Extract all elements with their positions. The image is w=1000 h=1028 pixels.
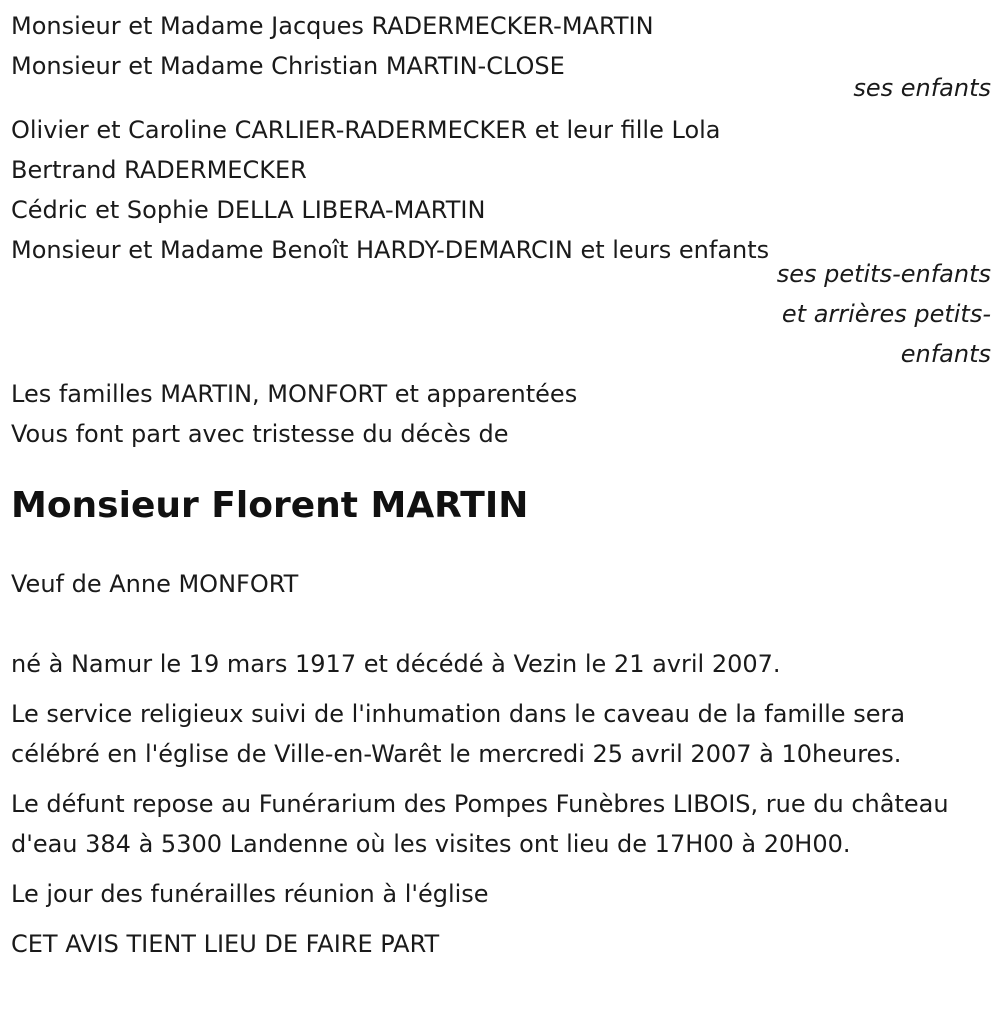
- birth-death-line: né à Namur le 19 mars 1917 et décédé à Vezin le 21 avril 2007.: [11, 650, 781, 678]
- grandchildren-group: [11, 110, 991, 374]
- families-line: Les familles MARTIN, MONFORT et apparentées: [11, 380, 578, 408]
- funeral-day-line: Le jour des funérailles réunion à l'église: [11, 880, 489, 908]
- widower-line: Veuf de Anne MONFORT: [11, 570, 299, 598]
- grandchildren-role-line: enfants: [900, 340, 991, 368]
- announce-line: Vous font part avec tristesse du décès de: [11, 420, 509, 448]
- grandchild-line: Olivier et Caroline CARLIER-RADERMECKER et leur fille Lola: [11, 116, 721, 144]
- grandchildren-role: [11, 254, 991, 374]
- death-notice: [11, 6, 991, 974]
- grandchild-line: Monsieur et Madame Benoît HARDY-DEMARCIN et leurs enfants: [11, 236, 770, 264]
- repose-paragraph: Le défunt repose au Funérarium des Pompes Funèbres LIBOIS, rue du château d'eau 384 à 5300 Landenne où les visites ont lieu de 17H00 à 20H00.: [11, 790, 949, 858]
- children-group: [11, 6, 991, 108]
- children-role: ses enfants: [853, 74, 991, 102]
- service-paragraph: Le service religieux suivi de l'inhumation dans le caveau de la famille sera célébré en l'église de Ville-en-Warêt le mercredi 25 avril 2007 à 10heures.: [11, 700, 906, 768]
- child-line: Monsieur et Madame Christian MARTIN-CLOSE: [11, 52, 565, 80]
- grandchild-line: Cédric et Sophie DELLA LIBERA-MARTIN: [11, 196, 486, 224]
- child-line: Monsieur et Madame Jacques RADERMECKER-MARTIN: [11, 12, 654, 40]
- grandchildren-role-line: et arrières petits-: [781, 300, 991, 328]
- grandchildren-role-line: ses petits-enfants: [776, 260, 991, 288]
- grandchild-line: Bertrand RADERMECKER: [11, 156, 307, 184]
- deceased-name: Monsieur Florent MARTIN: [11, 485, 529, 526]
- notice-line: CET AVIS TIENT LIEU DE FAIRE PART: [11, 930, 440, 958]
